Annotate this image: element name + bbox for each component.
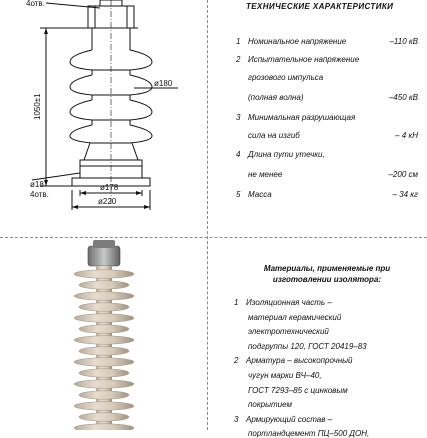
spec-line — [212, 55, 418, 67]
photo-shed — [79, 281, 129, 289]
photo-shed — [74, 424, 134, 430]
photo-shed — [74, 270, 134, 278]
insulator-drawing — [0, 0, 207, 237]
material-text: покрытием — [248, 400, 292, 410]
spec-text: Масса — [248, 190, 272, 199]
material-text: электротехнический — [248, 327, 329, 337]
spec-number: 4 — [236, 150, 241, 159]
spec-number: 3 — [236, 113, 241, 122]
spec-text: не менее — [248, 170, 283, 179]
spec-value: – 4 кН — [395, 131, 418, 140]
photo-shed — [79, 303, 129, 311]
materials-title-line2: изготовлении изолятора: — [272, 275, 382, 284]
spec-text: Минимальная разрушающая — [248, 113, 356, 122]
spec-number: 1 — [236, 37, 241, 46]
spec-text: Длина пути утечки, — [248, 150, 325, 159]
spec-line — [212, 113, 418, 125]
material-number: 3 — [234, 414, 239, 424]
drawing-base-diameter-label: ø220 — [98, 197, 117, 206]
photo-shed — [79, 347, 129, 355]
vertical-divider — [207, 0, 208, 430]
photo-shed — [74, 380, 134, 388]
drawing-shed-diameter-label: ø180 — [154, 79, 173, 88]
spec-value: – 34 кг — [392, 190, 418, 199]
spec-line — [212, 37, 418, 49]
material-text: Изоляционная часть – — [246, 298, 332, 307]
material-text: материал керамический — [248, 312, 342, 322]
spec-number: 5 — [236, 190, 241, 199]
spec-text: грозового импульса — [248, 73, 324, 82]
photo-shed — [79, 325, 129, 333]
spec-line — [212, 73, 418, 85]
photo-shed — [74, 314, 134, 322]
spec-line — [212, 170, 418, 182]
material-number: 2 — [234, 356, 239, 366]
material-text: подгруппы 120, ГОСТ 20419–83 — [248, 341, 367, 351]
spec-line — [212, 93, 418, 105]
drawing-holes-top-label: 4отв. — [26, 0, 45, 8]
drawing-holes-bottom-label: 4отв. — [30, 190, 49, 199]
spec-line — [212, 131, 418, 143]
spec-line — [212, 150, 418, 162]
insulator-photo — [0, 238, 207, 430]
materials-section — [212, 240, 427, 438]
spec-value: –200 см — [388, 170, 418, 179]
photo-shed — [79, 413, 129, 421]
material-text: Арматура – высокопрочный — [246, 356, 353, 366]
photo-shed — [79, 369, 129, 377]
photo-shed — [74, 336, 134, 344]
materials-title-line1: Материалы, применяемые при — [263, 264, 391, 273]
photo-shed — [74, 358, 134, 366]
spec-text: сила на изгиб — [248, 131, 300, 140]
material-text: чугун марки ВЧ–40, — [248, 371, 322, 380]
photo-shed — [79, 391, 129, 399]
spec-text: Номинальное напряжение — [248, 37, 347, 46]
material-text: портландцемент ПЦ–500 ДОН, — [248, 429, 370, 438]
photo-shed — [74, 402, 134, 410]
material-number: 1 — [234, 298, 239, 307]
spec-number: 2 — [236, 55, 241, 64]
drawing-flange-diameter-label: ø178 — [100, 183, 119, 192]
spec-line — [212, 190, 418, 202]
spec-value: –450 кВ — [388, 93, 418, 102]
drawing-height-label: 1050±1 — [33, 93, 42, 120]
spec-text: Испытательное напряжение — [248, 55, 360, 64]
technical-specs — [212, 0, 427, 236]
drawing-hole-diameter-label: ø18 — [30, 180, 44, 189]
material-text: ГОСТ 7293–85 с цинковым — [248, 385, 348, 395]
specs-title: ТЕХНИЧЕСКИЕ ХАРАКТЕРИСТИКИ — [246, 2, 394, 11]
photo-shed — [74, 292, 134, 300]
spec-value: –110 кВ — [389, 37, 418, 46]
spec-text: (полная волна) — [248, 93, 304, 102]
material-text: Армирующий состав – — [246, 414, 333, 424]
